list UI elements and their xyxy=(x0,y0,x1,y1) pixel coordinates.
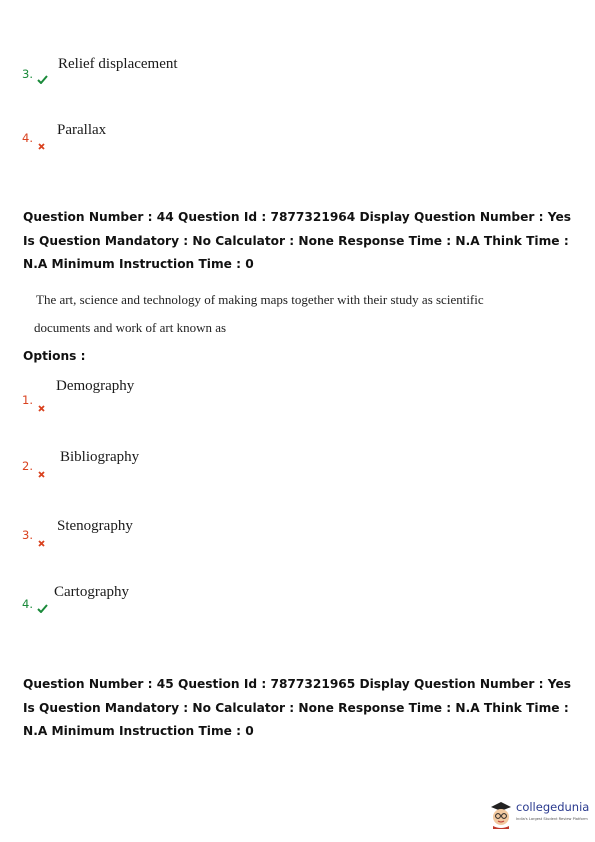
check-icon xyxy=(37,598,48,617)
option-number: 2. xyxy=(22,459,33,473)
q45-meta: Question Number : 45 Question Id : 7877321965 Display Question Number : Yes Is Question Mandatory : No Calculator : None Response Time : N.A Think Time : N.A Minimum Instruction Time : 0 xyxy=(23,677,572,738)
collegedunia-logo xyxy=(488,797,588,831)
q44-question-text xyxy=(34,286,574,342)
option-text: Relief displacement xyxy=(58,56,178,72)
option-text: Demography xyxy=(56,378,135,394)
option-text: Cartography xyxy=(54,584,129,600)
option-text: Parallax xyxy=(57,122,107,138)
check-icon xyxy=(37,69,48,88)
question-line: The art, science and technology of making maps together with their study as scientific xyxy=(36,292,484,307)
option-text: Bibliography xyxy=(60,449,140,465)
option-text: Stenography xyxy=(57,518,133,534)
option-number: 3. xyxy=(22,528,33,542)
q44-option-4 xyxy=(0,584,595,624)
cross-icon xyxy=(38,397,45,416)
q44-meta: Question Number : 44 Question Id : 7877321964 Display Question Number : Yes Is Question Mandatory : No Calculator : None Response Time : N.A Think Time : N.A Minimum Instruction Time : 0 xyxy=(23,210,572,271)
q43-option-3 xyxy=(0,56,595,96)
cross-icon xyxy=(38,463,45,482)
option-number: 3. xyxy=(22,67,33,81)
options-label: Options : xyxy=(23,349,86,363)
brand-tagline: India's Largest Student Review Platform xyxy=(516,817,588,821)
q44-option-2 xyxy=(0,449,595,489)
q44-option-3 xyxy=(0,518,595,558)
mascot-icon xyxy=(488,799,514,829)
option-number: 1. xyxy=(22,393,33,407)
option-number: 4. xyxy=(22,131,33,145)
brand-name: collegedunia xyxy=(516,800,590,814)
question-line: documents and work of art known as xyxy=(34,320,227,335)
q44-option-1 xyxy=(0,378,595,418)
option-number: 4. xyxy=(22,597,33,611)
cross-icon xyxy=(38,135,45,154)
q43-option-4 xyxy=(0,122,595,162)
cross-icon xyxy=(38,532,45,551)
